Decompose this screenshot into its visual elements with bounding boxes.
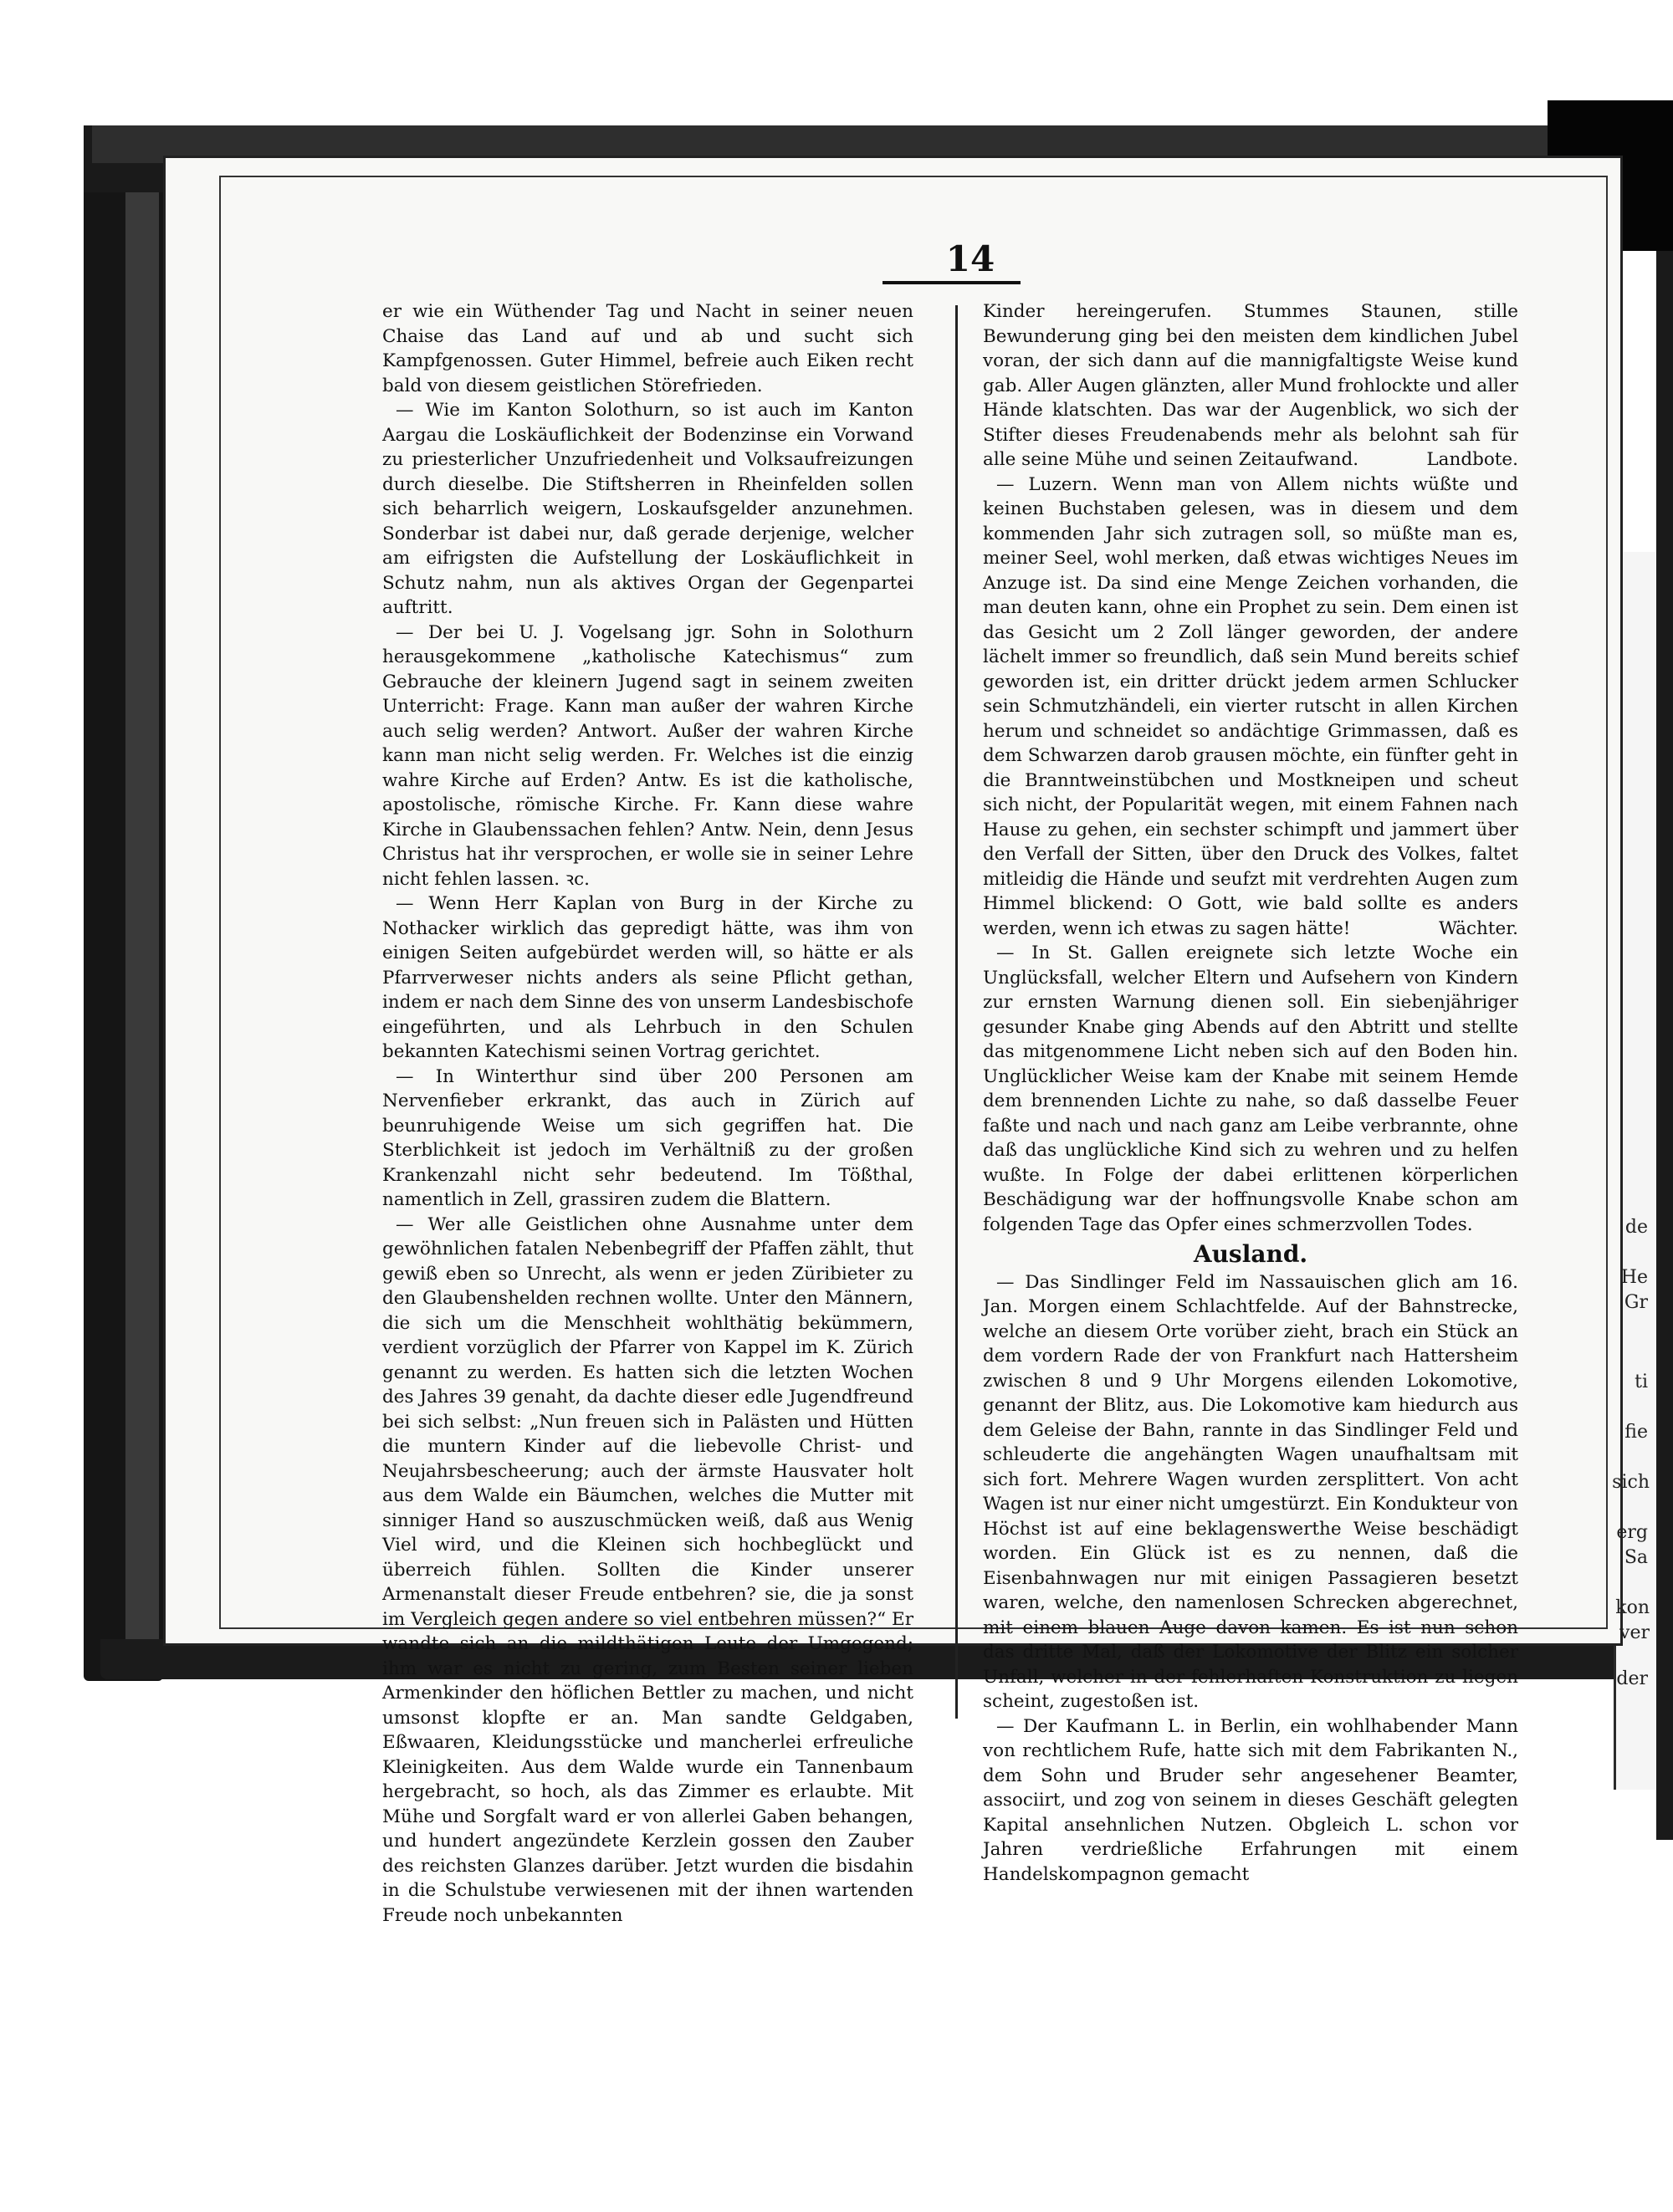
right-column xyxy=(983,299,1518,1887)
article-paragraph: — Wenn Herr Kaplan von Burg in der Kirche zu Nothacker wirklich das gepredigt hätte, was ihm von einigen Seiten aufgebürdet werden will, so hätte er als Pfarrverweser nichts anders als seine Pflicht gethan, indem er nach dem Sinne des von unserm Landesbischofe eingeführten, und als Lehrbuch in den Schulen bekannten Katechismi seinen Vortrag gerichtet. xyxy=(382,893,913,1062)
edge-fragment: ti xyxy=(1635,1372,1648,1392)
article-paragraph xyxy=(983,473,1518,942)
edge-fragment: Sa xyxy=(1624,1547,1648,1568)
edge-fragment: ver xyxy=(1619,1622,1650,1643)
source-attribution: Landbote. xyxy=(1426,449,1518,470)
article-text: Kinder hereingerufen. Stummes Staunen, stille Bewunderung ging bei den meisten dem kindlichen Jubel voran, der sich dann auf die mannigfaltigste Weise kund gab. Aller Augen glänzten, aller Mund frohlockte und aller Hände klatschten. Das war der Augenblick, wo sich der Stifter dieses Freudenabends mehr als belohnt sah für alle seine Mühe und seinen Zeitaufwand. xyxy=(983,301,1518,470)
page-number: 14 xyxy=(945,238,995,279)
edge-fragment: de xyxy=(1624,1217,1648,1238)
book-binding-shadow xyxy=(125,134,159,1664)
edge-fragment: He xyxy=(1620,1267,1648,1288)
article-paragraph: — Der bei U. J. Vogelsang jgr. Sohn in Solothurn herausgekommene „katholische Katechismus“ zum Gebrauche der kleinern Jugend sagt in seinem zweiten Unterricht: Frage. Kann man außer der wahren Kirche auch selig werden? Antwort. Außer der wahren Kirche kann man nicht selig werden. Fr. Welches ist die einzig wahre Kirche auf Erden? Antw. Es ist die katholische, apostolische, römische Kirche. Fr. Kann diese wahre Kirche in Glaubenssachen fehlen? Antw. Nein, denn Jesus Christus hat ihr versprochen, er wolle sie in seiner Lehre nicht fehlen lassen. ꝛc. xyxy=(382,621,913,890)
article-paragraph: — Wer alle Geistlichen ohne Ausnahme unter dem gewöhnlichen fatalen Nebenbegriff der Pfaffen zählt, thut gewiß eben so Unrecht, als wenn er jeden Züribieter zu den Glaubenshelden rechnen wollte. Unter den Männern, die sich um die Menschheit wohlthätig bekümmern, verdient vorzüglich der Pfarrer von Kappel im K. Zürich genannt zu werden. Es hatten sich die letzten Wochen des Jahres 39 genaht, da dachte dieser edle Jugendfreund bei sich selbst: „Nun freuen sich in Palästen und Hütten die muntern Kinder auf die liebevolle Christ- und Neujahrsbescheerung; auch der ärmste Hausvater holt aus dem Walde ein Bäumchen, welches die Mutter mit sinniger Hand so auszuschmücken weiß, daß aus Wenig Viel wird, und die Kleinen sich hochbeglückt und überreich fühlen. Sollten die Kinder unserer Armenanstalt dieser Freude entbehren? sie, die ja sonst im Vergleich gegen andere so viel entbehren müssen?“ Er wandte sich an die mildthätigen Leute der Umgegend; ihm war es nicht zu gering, zum Besten seiner lieben Armenkinder den höflichen Bettler zu machen, und nicht umsonst klopfte er an. Man sandte Geldgaben, Eßwaaren, Kleidungsstücke und mancherlei erfreuliche Kleinigkeiten. Aus dem Walde wurde ein Tannenbaum hergebracht, so hoch, als das Zimmer es erlaubte. Mit Mühe und Sorgfalt ward er von allerlei Gaben behangen, und hundert angezündete Kerzlein gossen den Zauber des reichsten Glanzes darüber. Jetzt wurden die bisdahin in die Schulstube verwiesenen mit der ihnen wartenden Freude noch unbekannten xyxy=(382,1213,913,1926)
article-paragraph: — Das Sindlinger Feld im Nassauischen glich am 16. Jan. Morgen einem Schlachtfelde. Auf der Bahnstrecke, welche an diesem Orte vorüber zieht, brach ein Stück an dem vordern Rade der von Frankfurt nach Hattersheim zwischen 8 und 9 Uhr Morgens eilenden Lokomotive, genannt der Blitz, aus. Die Lokomotive kam hiedurch aus dem Geleise der Bahn, rannte in das Sindlinger Feld und schleuderte die angehängten Wagen unaufhaltsam mit sich fort. Mehrere Wagen wurden zersplittert. Von acht Wagen ist nur einer nicht umgestürzt. Ein Kondukteur von Höchst ist auf eine beklagenswerthe Weise beschädigt worden. Ein Glück ist es zu nennen, daß die Eisenbahnwagen nur mit einigen Passagieren besetzt waren, welche, den namenlosen Schrecken abgerechnet, mit einem blauen Auge davon kamen. Es ist nun schon das dritte Mal, daß der Lokomotive der Blitz ein solcher Unfall, welcher in der fehlerhaften Konstruktion zu liegen scheint, zugestoßen ist. xyxy=(983,1271,1518,1712)
article-text: — Luzern. Wenn man von Allem nichts wüßte und keinen Buchstaben gelesen, was in diesem und dem kommenden Jahr sich zutragen soll, so müßte man es, meiner Seel, wohl merken, daß etwas wichtiges Neues im Anzuge ist. Da sind eine Menge Zeichen vorhanden, die man deuten kann, ohne ein Prophet zu sein. Dem einen ist das Gesicht um 2 Zoll länger geworden, der andere lächelt immer so freundlich, daß sein Mund bereits schief geworden ist, ein dritter drückt jedem armen Schlucker sein Schmutzhändeli, ein vierter rutscht in allen Kirchen herum und schneidet so andächtige Grimmassen, daß es dem Schwarzen darob grausen möchte, ein fünfter geht in die Branntweinstübchen und Mostkneipen und scheut sich nicht, der Popularität wegen, mit einem Fahnen nach Hause zu gehen, ein sechster schimpft und jammert über den Verfall der Sitten, über den Druck des Volkes, faltet mitleidig die Hände und seufzt mit verdrehten Augen zum Himmel blickend: O Gott, wie bald sollte es anders werden, wenn ich etwas zu sagen hätte! xyxy=(983,473,1518,939)
column-divider xyxy=(955,305,958,1719)
edge-fragment: Gr xyxy=(1624,1292,1648,1313)
article-paragraph: — In Winterthur sind über 200 Personen am Nervenfieber erkrankt, das auch in Zürich auf beunruhigende Weise um sich gegriffen hat. Die Sterblichkeit ist jedoch im Verhältniß zu der großen Krankenzahl nicht sehr bedeutend. Im Tößthal, namentlich in Zell, grassiren zudem die Blattern. xyxy=(382,1065,913,1210)
article-paragraph xyxy=(983,299,1518,473)
source-attribution: Wächter. xyxy=(1438,917,1518,939)
section-heading: Ausland. xyxy=(1193,1240,1308,1268)
article-paragraph: er wie ein Wüthender Tag und Nacht in seiner neuen Chaise das Land auf und ab und sucht sich Kampfgenossen. Guter Himmel, befreie auch Eiken recht bald von diesem geistlichen Störefrieden. xyxy=(382,301,913,396)
edge-fragment: fie xyxy=(1624,1422,1648,1443)
scan-right-edge xyxy=(1656,251,1673,1840)
edge-fragment: der xyxy=(1616,1668,1648,1689)
article-paragraph: — Der Kaufmann L. in Berlin, ein wohlhabender Mann von rechtlichem Rufe, hatte sich mit dem Fabrikanten N., dem Sohn und Bruder sehr angesehener Beamter, associirt, und zog von seinem in dieses Geschäft gelegten Kapital ansehnlichen Nutzen. Obgleich L. schon vor Jahren verdrießliche Erfahrungen mit einem Handelskompagnon gemacht xyxy=(983,1715,1518,1885)
edge-fragment: kon xyxy=(1615,1597,1650,1618)
edge-fragment: sich xyxy=(1612,1472,1650,1493)
edge-fragment: erg xyxy=(1616,1522,1648,1543)
article-paragraph: — Wie im Kanton Solothurn, so ist auch im Kanton Aargau die Loskäuflichkeit der Bodenzinse ein Vorwand zu priesterlicher Unzufriedenheit und Volksaufreizungen durch dieselbe. Die Stiftsherren in Rheinfelden sollen sich beharrlich weigern, Loskaufsgelder anzunehmen. Sonderbar ist dabei nur, daß gerade derjenige, welcher am eifrigsten die Aufstellung der Loskäuflichkeit in Schutz nahm, nun als aktives Organ der Gegenpartei auftritt. xyxy=(382,400,913,618)
header-rule xyxy=(883,281,1021,284)
left-column xyxy=(382,299,913,1928)
article-paragraph: — In St. Gallen ereignete sich letzte Woche ein Unglücksfall, welcher Eltern und Aufsehern von Kindern zur ernsten Warnung dienen soll. Ein siebenjähriger gesunder Knabe ging Abends auf den Abtritt und stellte das mitgenommene Licht neben sich auf den Boden hin. Unglücklicher Weise kam der Knabe mit seinem Hemde dem brennenden Lichte zu nahe, so daß dasselbe Feuer faßte und nach und nach ganz am Leibe verbrannte, ohne daß das unglückliche Kind sich zu wehren und zu helfen wußte. In Folge der dabei erlittenen körperlichen Beschädigung war der hoffnungsvolle Knabe schon am folgenden Tage das Opfer eines schmerzvollen Todes. xyxy=(983,943,1518,1235)
